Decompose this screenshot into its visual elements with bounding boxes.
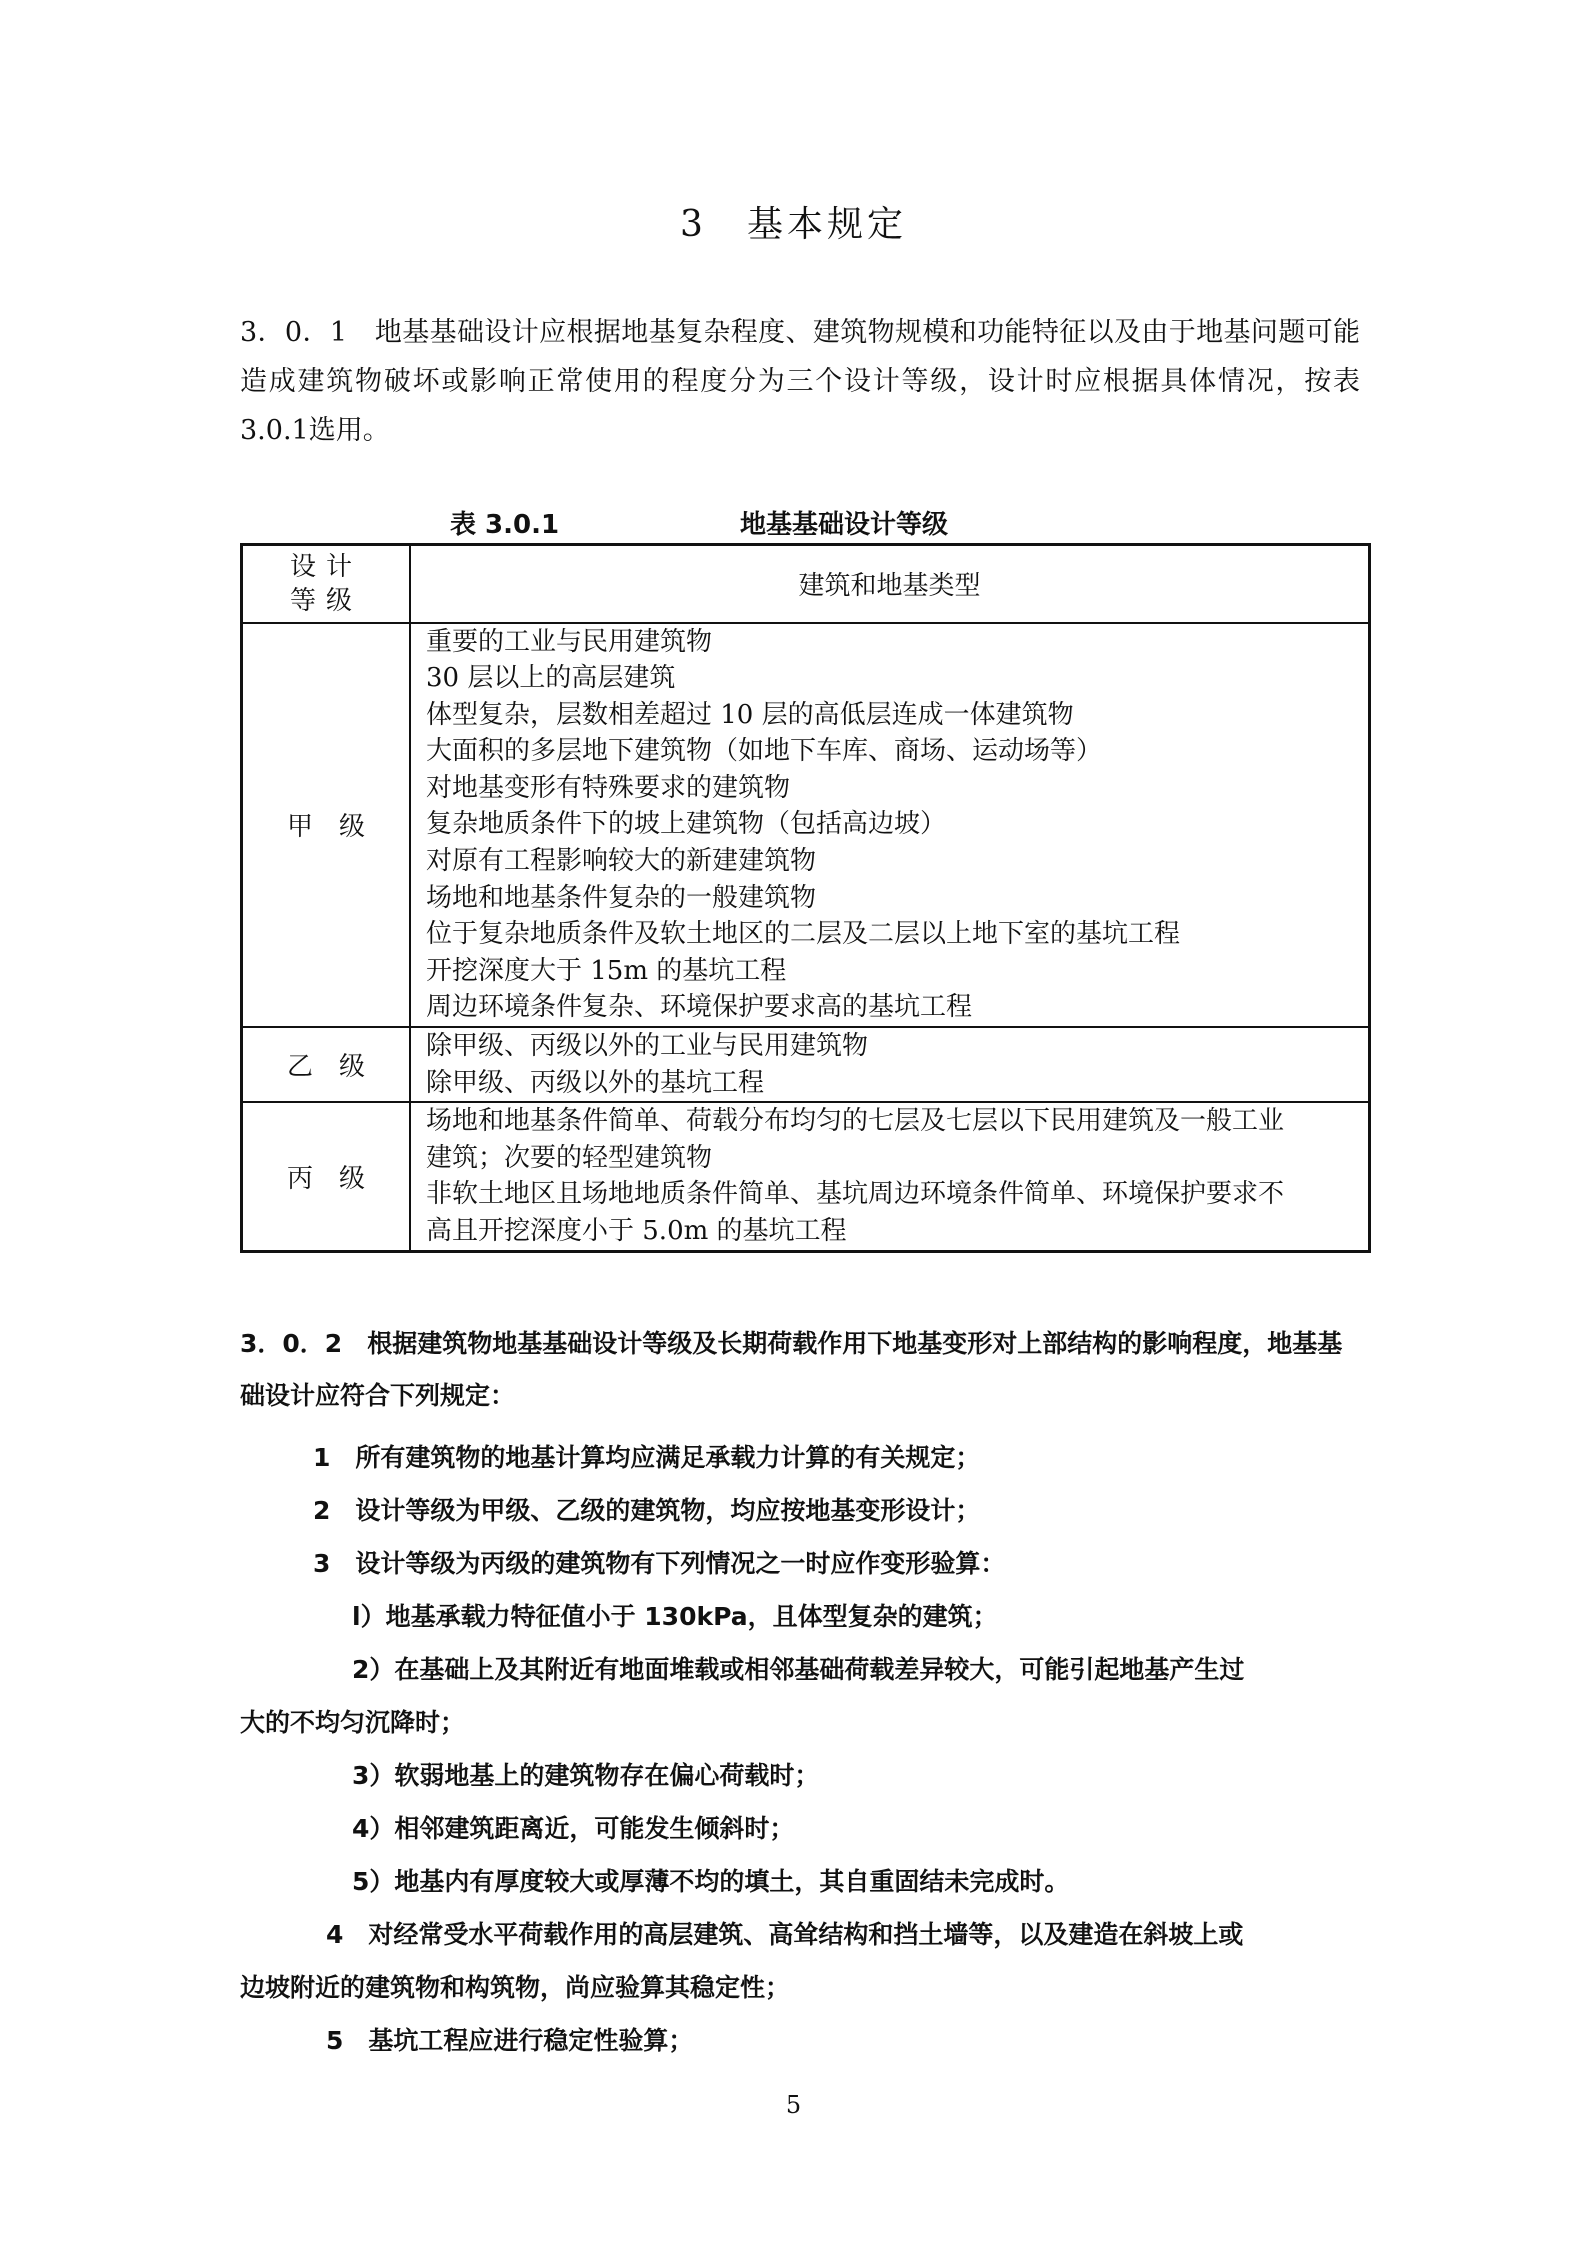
sub-requirement-item: 5）地基内有厚度较大或厚薄不均的填土，其自重固结未完成时。	[352, 1867, 1070, 1896]
table-caption-number: 表 3.0.1	[450, 510, 560, 540]
type-line: 建筑；次要的轻型建筑物	[426, 1142, 713, 1173]
type-line: 除甲级、丙级以外的基坑工程	[426, 1067, 765, 1098]
type-cell	[410, 623, 1370, 1028]
table-caption-title: 地基基础设计等级	[740, 510, 949, 540]
clause-number: 3．0．1	[240, 317, 348, 348]
type-line: 大面积的多层地下建筑物（如地下车库、商场、运动场等）	[426, 736, 1103, 767]
type-line: 高且开挖深度小于 5.0m 的基坑工程	[426, 1216, 847, 1246]
requirement-continuation: 边坡附近的建筑物和构筑物，尚应验算其稳定性；	[240, 1973, 791, 2002]
grade-label: 乙级	[286, 1052, 391, 1083]
type-line: 开挖深度大于 15m 的基坑工程	[426, 955, 787, 986]
chapter-number: 3	[680, 204, 707, 245]
design-grade-table	[240, 543, 1371, 1253]
type-line: 对原有工程影响较大的新建建筑物	[426, 846, 817, 877]
requirement-item: 1 所有建筑物的地基计算均应满足承载力计算的有关规定；	[313, 1443, 981, 1472]
type-line: 30 层以上的高层建筑	[426, 663, 676, 694]
chapter-heading	[0, 196, 1587, 247]
clause-3-0-1	[240, 308, 1360, 455]
sub-requirement-item: 4）相邻建筑距离近，可能发生倾斜时；	[352, 1814, 795, 1843]
type-line: 非软土地区且场地地质条件简单、基坑周边环境条件简单、环境保护要求不	[426, 1179, 1285, 1210]
grade-cell	[242, 1027, 411, 1102]
clause-3-0-2	[240, 1318, 1360, 1422]
clause-text: 地基基础设计应根据地基复杂程度、建筑物规模和功能特征以及由于地基问题可能造成建筑物破坏或影响正常使用的程度分为三个设计等级，设计时应根据具体情况，按表3.0.1选用。	[240, 317, 1361, 446]
sub-requirement-item: l）地基承载力特征值小于 130kPa，且体型复杂的建筑；	[352, 1602, 998, 1631]
requirement-item: 5 基坑工程应进行稳定性验算；	[326, 2026, 694, 2055]
type-line: 周边环境条件复杂、环境保护要求高的基坑工程	[426, 992, 973, 1023]
type-cell	[410, 1102, 1370, 1251]
grade-label: 丙级	[286, 1163, 391, 1194]
type-line: 对地基变形有特殊要求的建筑物	[426, 772, 791, 803]
requirement-item: 3 设计等级为丙级的建筑物有下列情况之一时应作变形验算：	[313, 1549, 1006, 1578]
sub-requirement-item: 2）在基础上及其附近有地面堆载或相邻基础荷载差异较大，可能引起地基产生过	[352, 1655, 1245, 1684]
type-line: 重要的工业与民用建筑物	[426, 626, 713, 657]
type-line: 位于复杂地质条件及软土地区的二层及二层以上地下室的基坑工程	[426, 919, 1181, 950]
requirement-item: 4 对经常受水平荷载作用的高层建筑、高耸结构和挡土墙等，以及建造在斜坡上或	[326, 1920, 1244, 1949]
table-row-grade-c	[242, 1102, 1370, 1251]
type-cell	[410, 1027, 1370, 1102]
grade-label: 甲级	[286, 812, 391, 843]
type-line: 场地和地基条件复杂的一般建筑物	[426, 882, 817, 913]
type-line: 复杂地质条件下的坡上建筑物（包括高边坡）	[426, 809, 947, 840]
type-line: 体型复杂，层数相差超过 10 层的高低层连成一体建筑物	[426, 699, 1074, 730]
type-line: 场地和地基条件简单、荷载分布均匀的七层及七层以下民用建筑及一般工业	[426, 1106, 1285, 1137]
type-line: 除甲级、丙级以外的工业与民用建筑物	[426, 1031, 869, 1062]
clause-text: 根据建筑物地基基础设计等级及长期荷载作用下地基变形对上部结构的影响程度，地基基础设计应符合下列规定：	[240, 1329, 1343, 1410]
clause-number: 3．0．2	[240, 1329, 343, 1358]
header-grade-line2: 等级	[289, 585, 362, 616]
table-row-grade-b	[242, 1027, 1370, 1102]
table-header-row	[242, 545, 1370, 623]
sub-requirement-item: 3）软弱地基上的建筑物存在偏心荷载时；	[352, 1761, 820, 1790]
page-number: 5	[785, 2091, 802, 2119]
grade-cell	[242, 623, 411, 1028]
grade-cell	[242, 1102, 411, 1251]
chapter-title: 基本规定	[746, 204, 907, 245]
header-grade-line1: 设计	[289, 551, 362, 582]
requirement-item: 2 设计等级为甲级、乙级的建筑物，均应按地基变形设计；	[313, 1496, 981, 1525]
table-row-grade-a	[242, 623, 1370, 1028]
sub-requirement-continuation: 大的不均匀沉降时；	[240, 1708, 466, 1737]
header-grade-cell	[242, 545, 411, 623]
header-type-cell: 建筑和地基类型	[410, 545, 1370, 623]
